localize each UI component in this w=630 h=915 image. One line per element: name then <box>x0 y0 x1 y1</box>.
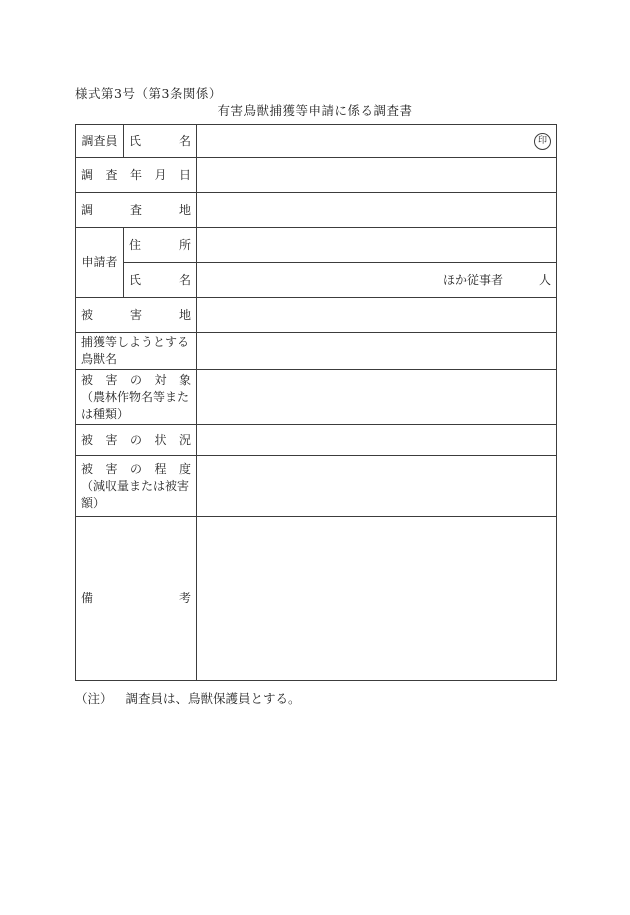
table-row-damage-condition <box>76 425 557 456</box>
row-label-remarks: 備考 <box>76 517 197 681</box>
row-label-applicant-name: 氏名 <box>124 263 197 298</box>
damage-object-label-main: 被害の対象 <box>81 372 191 387</box>
footnote-label: （注） <box>75 691 113 706</box>
applicant-name-field <box>197 263 557 298</box>
remarks-field <box>197 517 557 681</box>
row-label-damage-condition: 被害の状況 <box>76 425 197 456</box>
table-row-survey-site <box>76 193 557 228</box>
table-row-surveyor-name <box>76 125 557 158</box>
row-label-target-species: 捕獲等しようとする鳥獣名 <box>76 333 197 370</box>
table-row-applicant-address <box>76 228 557 263</box>
table-row-remarks <box>76 517 557 681</box>
footnote <box>75 689 301 707</box>
other-workers-label: ほか従事者 <box>442 272 503 287</box>
row-label-damage-site: 被害地 <box>76 298 197 333</box>
damage-degree-label-main: 被害の程度 <box>81 461 191 476</box>
form-number: 様式第3号（第3条関係） <box>75 86 222 101</box>
row-label-survey-site: 調査地 <box>76 193 197 228</box>
damage-degree-field <box>197 456 557 517</box>
target-species-field <box>197 333 557 370</box>
damage-condition-field <box>197 425 557 456</box>
surveyor-name-field <box>197 125 557 158</box>
survey-form-table <box>75 124 557 681</box>
damage-object-field <box>197 370 557 425</box>
table-row-applicant-name <box>76 263 557 298</box>
table-row-survey-date <box>76 158 557 193</box>
survey-date-field <box>197 158 557 193</box>
row-group-surveyor: 調査員 <box>76 125 124 158</box>
page-title: 有害鳥獣捕獲等申請に係る調査書 <box>217 103 413 118</box>
survey-site-field <box>197 193 557 228</box>
applicant-address-field <box>197 228 557 263</box>
seal-icon <box>534 133 551 150</box>
table-row-target-species <box>76 333 557 370</box>
row-label-damage-degree <box>76 456 197 517</box>
row-group-applicant: 申請者 <box>76 228 124 298</box>
other-workers-unit: 人 <box>538 272 551 287</box>
table-row-damage-object <box>76 370 557 425</box>
table-row-damage-site <box>76 298 557 333</box>
row-label-applicant-address: 住所 <box>124 228 197 263</box>
damage-object-label-sub: （農林作物名等または種類） <box>81 389 190 421</box>
row-label-damage-object <box>76 370 197 425</box>
damage-site-field <box>197 298 557 333</box>
row-label-surveyor-name: 氏名 <box>124 125 197 158</box>
damage-degree-label-sub: （減収量または被害額） <box>81 478 190 510</box>
table-row-damage-degree <box>76 456 557 517</box>
row-label-survey-date: 調査年月日 <box>76 158 197 193</box>
seal-character: 印 <box>537 135 547 146</box>
footnote-text: 調査員は、鳥獣保護員とする。 <box>125 691 301 706</box>
